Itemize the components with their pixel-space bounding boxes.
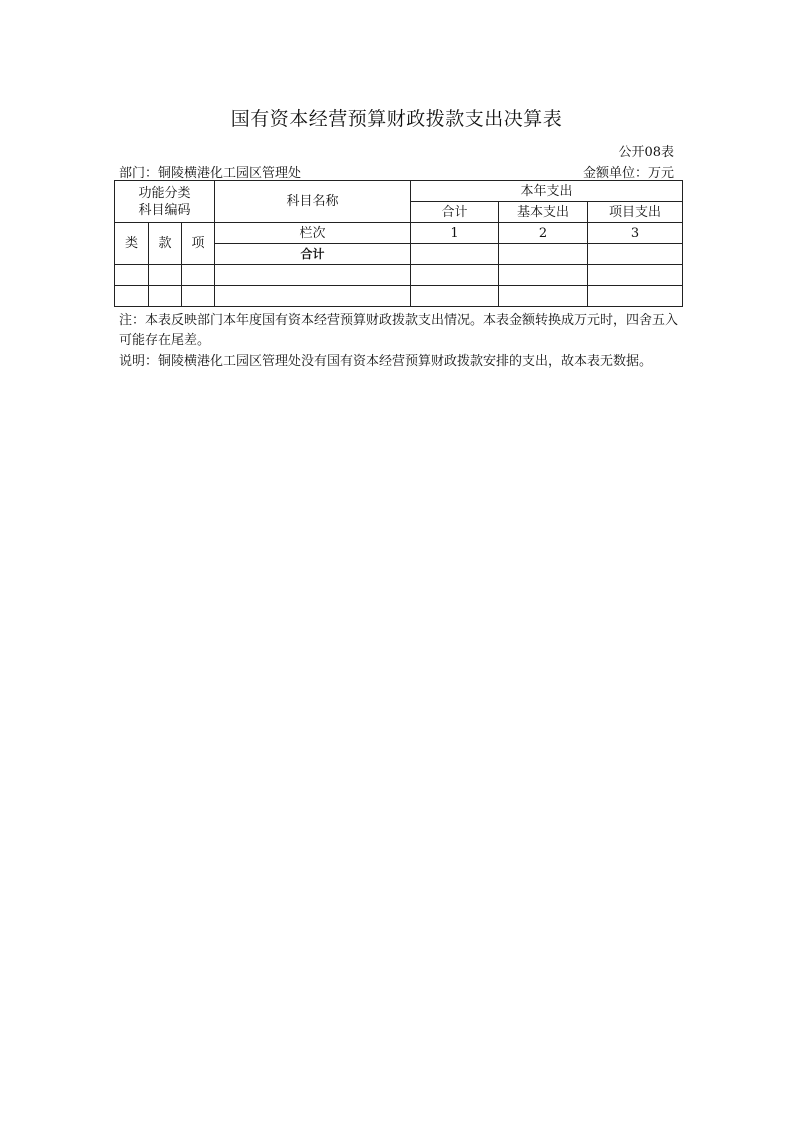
column-number-3: 3 — [588, 223, 683, 244]
table-row — [115, 265, 683, 286]
basic-expense-header: 基本支出 — [499, 202, 588, 223]
subject-code-label: 科目编码 — [138, 202, 191, 218]
explanation-text: 说明：铜陵横港化工园区管理处没有国有资本经营预算财政拨款安排的支出，故本表无数据。 — [119, 354, 653, 369]
subject-name-header: 科目名称 — [215, 181, 411, 223]
total-cell-3 — [588, 244, 683, 265]
column-number-1: 1 — [411, 223, 499, 244]
column-number-2: 2 — [499, 223, 588, 244]
column-order-label: 栏次 — [215, 223, 411, 244]
current-year-expense-header: 本年支出 — [411, 181, 683, 202]
lei-header: 类 — [115, 223, 149, 265]
page-title: 国有资本经营预算财政拨款支出决算表 — [230, 108, 563, 130]
total-cell-2 — [499, 244, 588, 265]
table-note: 注：本表反映部门本年度国有资本经营预算财政拨款支出情况。本表金额转换成万元时，四舍五入可能存在尾差。 — [119, 313, 679, 348]
xiang-header: 项 — [182, 223, 215, 265]
department-label: 部门：铜陵横港化工园区管理处 — [119, 166, 302, 181]
total-column-header: 合计 — [411, 202, 499, 223]
project-expense-header: 项目支出 — [588, 202, 683, 223]
total-row-label: 合计 — [215, 244, 411, 265]
kuan-header: 款 — [149, 223, 182, 265]
expense-table — [114, 180, 683, 307]
func-class-header — [115, 181, 215, 223]
table-row — [115, 286, 683, 307]
form-number: 公开08表 — [618, 145, 674, 160]
unit-label: 金额单位：万元 — [582, 166, 674, 181]
func-class-label: 功能分类 — [138, 185, 191, 201]
total-cell-1 — [411, 244, 499, 265]
